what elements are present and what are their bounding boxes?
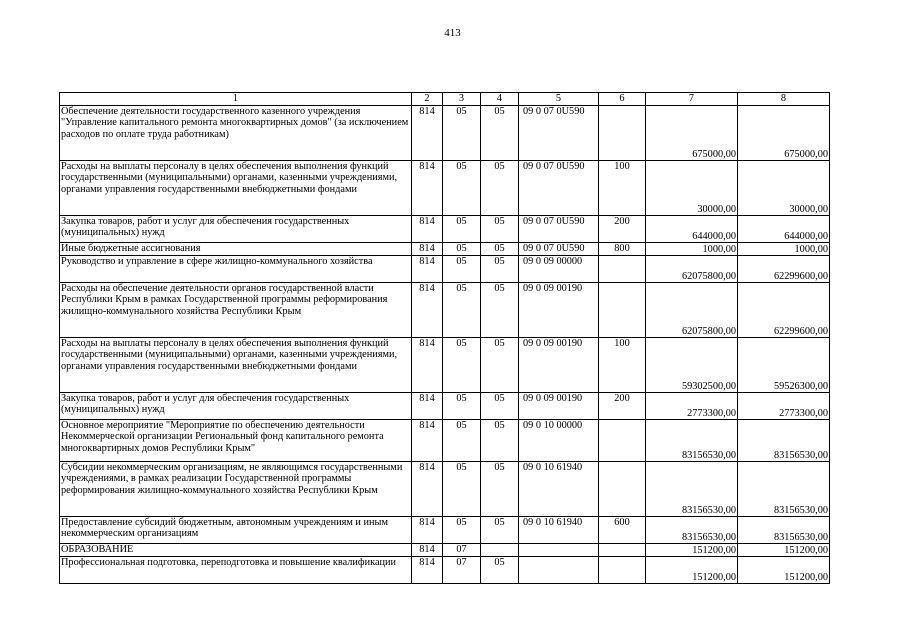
table-row	[60, 243, 830, 256]
table-row	[60, 283, 830, 338]
row-name-cell: Расходы на выплаты персоналу в целях обеспечения выполнения функций государственными (муниципальными) органами, казенными учреждениями, органами управления государственными внебюджетными фондами	[60, 338, 412, 393]
expense-type-cell: 100	[599, 161, 646, 216]
table-row	[60, 161, 830, 216]
row-name-cell: Закупка товаров, работ и услуг для обеспечения государственных (муниципальных) нужд	[60, 393, 412, 420]
table-row	[60, 517, 830, 544]
table-row	[60, 557, 830, 584]
subsection-code-cell: 05	[481, 393, 519, 420]
row-name-cell: Закупка товаров, работ и услуг для обеспечения государственных (муниципальных) нужд	[60, 216, 412, 243]
section-code-cell: 05	[443, 161, 481, 216]
target-item-cell: 09 0 10 61940	[519, 517, 599, 544]
header-cell: 4	[481, 93, 519, 106]
section-code-cell: 05	[443, 216, 481, 243]
row-name-cell: Обеспечение деятельности государственного казенного учреждения "Управление капитального ремонта многоквартирных домов" (за исключением расходов по оплате труда работникам)	[60, 106, 412, 161]
target-item-cell: 09 0 10 61940	[519, 462, 599, 517]
target-item-cell	[519, 557, 599, 584]
page-number: 413	[444, 27, 461, 39]
expense-type-cell: 200	[599, 216, 646, 243]
target-item-cell: 09 0 07 0U590	[519, 216, 599, 243]
amount-year1-cell: 62075800,00	[646, 256, 738, 283]
amount-year1-cell: 2773300,00	[646, 393, 738, 420]
table-row	[60, 420, 830, 462]
ministry-code-cell: 814	[412, 420, 443, 462]
row-name-cell: ОБРАЗОВАНИЕ	[60, 544, 412, 557]
ministry-code-cell: 814	[412, 393, 443, 420]
subsection-code-cell: 05	[481, 557, 519, 584]
amount-year2-cell: 62299600,00	[738, 256, 830, 283]
amount-year1-cell: 644000,00	[646, 216, 738, 243]
subsection-code-cell: 05	[481, 517, 519, 544]
amount-year1-cell: 59302500,00	[646, 338, 738, 393]
amount-year2-cell: 1000,00	[738, 243, 830, 256]
expense-type-cell	[599, 256, 646, 283]
header-cell: 5	[519, 93, 599, 106]
row-name-cell: Расходы на обеспечение деятельности органов государственной власти Республики Крым в рамках Государственной программы реформирования жилищно-коммунального хозяйства Республики Крым	[60, 283, 412, 338]
ministry-code-cell: 814	[412, 462, 443, 517]
amount-year2-cell: 151200,00	[738, 557, 830, 584]
expense-type-cell	[599, 106, 646, 161]
subsection-code-cell: 05	[481, 216, 519, 243]
subsection-code-cell: 05	[481, 161, 519, 216]
subsection-code-cell: 05	[481, 338, 519, 393]
section-code-cell: 05	[443, 283, 481, 338]
amount-year1-cell: 151200,00	[646, 544, 738, 557]
amount-year2-cell: 83156530,00	[738, 420, 830, 462]
table-row	[60, 256, 830, 283]
table-row	[60, 106, 830, 161]
subsection-code-cell	[481, 544, 519, 557]
ministry-code-cell: 814	[412, 517, 443, 544]
ministry-code-cell: 814	[412, 243, 443, 256]
amount-year1-cell: 675000,00	[646, 106, 738, 161]
section-code-cell: 07	[443, 557, 481, 584]
expense-type-cell	[599, 283, 646, 338]
amount-year1-cell: 1000,00	[646, 243, 738, 256]
table-row	[60, 338, 830, 393]
table-row	[60, 216, 830, 243]
expense-type-cell	[599, 420, 646, 462]
row-name-cell: Руководство и управление в сфере жилищно-коммунального хозяйства	[60, 256, 412, 283]
expense-type-cell	[599, 462, 646, 517]
amount-year2-cell: 644000,00	[738, 216, 830, 243]
subsection-code-cell: 05	[481, 243, 519, 256]
section-code-cell: 05	[443, 420, 481, 462]
target-item-cell: 09 0 07 0U590	[519, 243, 599, 256]
subsection-code-cell: 05	[481, 420, 519, 462]
ministry-code-cell: 814	[412, 283, 443, 338]
row-name-cell: Основное мероприятие "Мероприятие по обеспечению деятельности Некоммерческой организации Региональный фонд капитального ремонта многоквартирных домов Республики Крым"	[60, 420, 412, 462]
header-cell: 6	[599, 93, 646, 106]
amount-year1-cell: 30000,00	[646, 161, 738, 216]
subsection-code-cell: 05	[481, 256, 519, 283]
section-code-cell: 05	[443, 462, 481, 517]
budget-table	[59, 92, 830, 584]
amount-year2-cell: 83156530,00	[738, 462, 830, 517]
ministry-code-cell: 814	[412, 544, 443, 557]
target-item-cell: 09 0 07 0U590	[519, 161, 599, 216]
amount-year2-cell: 83156530,00	[738, 517, 830, 544]
amount-year2-cell: 62299600,00	[738, 283, 830, 338]
target-item-cell	[519, 544, 599, 557]
row-name-cell: Расходы на выплаты персоналу в целях обеспечения выполнения функций государственными (муниципальными) органами, казенными учреждениями, органами управления государственными внебюджетными фондами	[60, 161, 412, 216]
amount-year1-cell: 83156530,00	[646, 517, 738, 544]
amount-year1-cell: 83156530,00	[646, 462, 738, 517]
expense-type-cell: 100	[599, 338, 646, 393]
amount-year1-cell: 151200,00	[646, 557, 738, 584]
target-item-cell: 09 0 10 00000	[519, 420, 599, 462]
header-row	[60, 93, 830, 106]
subsection-code-cell: 05	[481, 283, 519, 338]
amount-year1-cell: 83156530,00	[646, 420, 738, 462]
section-code-cell: 05	[443, 338, 481, 393]
amount-year2-cell: 30000,00	[738, 161, 830, 216]
header-cell: 3	[443, 93, 481, 106]
amount-year2-cell: 2773300,00	[738, 393, 830, 420]
amount-year2-cell: 151200,00	[738, 544, 830, 557]
header-cell: 7	[646, 93, 738, 106]
section-code-cell: 05	[443, 256, 481, 283]
section-code-cell: 05	[443, 517, 481, 544]
ministry-code-cell: 814	[412, 106, 443, 161]
subsection-code-cell: 05	[481, 106, 519, 161]
row-name-cell: Субсидии некоммерческим организациям, не являющимся государственными учреждениями, в рамках реализации Государственной программы реформирования жилищно-коммунального хозяйства Республики Крым	[60, 462, 412, 517]
row-name-cell: Предоставление субсидий бюджетным, автономным учреждениям и иным некоммерческим организациям	[60, 517, 412, 544]
table-row	[60, 544, 830, 557]
row-name-cell: Иные бюджетные ассигнования	[60, 243, 412, 256]
ministry-code-cell: 814	[412, 557, 443, 584]
target-item-cell: 09 0 09 00190	[519, 283, 599, 338]
target-item-cell: 09 0 09 00190	[519, 338, 599, 393]
subsection-code-cell: 05	[481, 462, 519, 517]
expense-type-cell: 800	[599, 243, 646, 256]
section-code-cell: 07	[443, 544, 481, 557]
expense-type-cell: 600	[599, 517, 646, 544]
target-item-cell: 09 0 07 0U590	[519, 106, 599, 161]
expense-type-cell: 200	[599, 393, 646, 420]
header-cell: 8	[738, 93, 830, 106]
amount-year1-cell: 62075800,00	[646, 283, 738, 338]
table-row	[60, 393, 830, 420]
row-name-cell: Профессиональная подготовка, переподготовка и повышение квалификации	[60, 557, 412, 584]
ministry-code-cell: 814	[412, 256, 443, 283]
amount-year2-cell: 675000,00	[738, 106, 830, 161]
target-item-cell: 09 0 09 00190	[519, 393, 599, 420]
ministry-code-cell: 814	[412, 338, 443, 393]
header-cell: 1	[60, 93, 412, 106]
amount-year2-cell: 59526300,00	[738, 338, 830, 393]
section-code-cell: 05	[443, 106, 481, 161]
ministry-code-cell: 814	[412, 216, 443, 243]
table-row	[60, 462, 830, 517]
expense-type-cell	[599, 557, 646, 584]
ministry-code-cell: 814	[412, 161, 443, 216]
expense-type-cell	[599, 544, 646, 557]
target-item-cell: 09 0 09 00000	[519, 256, 599, 283]
header-cell: 2	[412, 93, 443, 106]
section-code-cell: 05	[443, 393, 481, 420]
section-code-cell: 05	[443, 243, 481, 256]
